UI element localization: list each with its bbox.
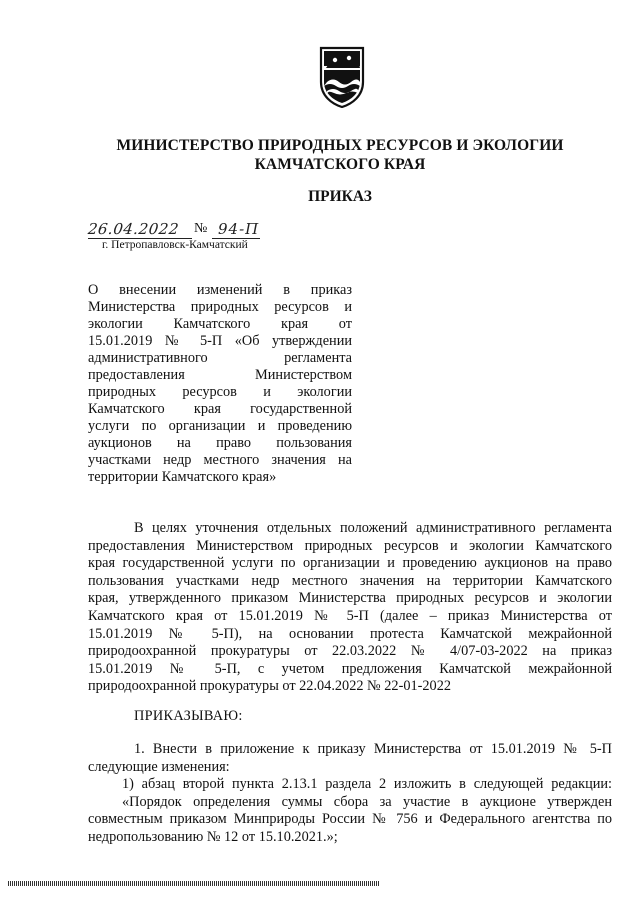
ministry-name (60, 136, 620, 174)
subject-line: аукционов на право пользования (88, 435, 352, 451)
order-directive: ПРИКАЗЫВАЮ: (134, 708, 243, 724)
item-line: 1. Внести в приложение к приказу Министерства от 15.01.2019 № 5-П (134, 741, 612, 757)
item-line: недропользованию № 12 от 15.10.2021.»; (88, 828, 338, 845)
subject-line: территории Камчатского края» (88, 469, 277, 485)
number-sign: № (194, 221, 208, 236)
item-line: «Порядок определения суммы сбора за участие в аукционе утвержден (122, 793, 612, 810)
subject-line: экологии Камчатского края от (88, 316, 352, 332)
preamble-line: В целях уточнения отдельных положений административного регламента (134, 520, 612, 536)
scan-barcode-strip (8, 881, 380, 886)
subject-line: 15.01.2019 № 5-П «Об утверждении (88, 333, 352, 349)
subject-line: предоставления Министерством (88, 367, 352, 383)
order-items (88, 741, 612, 847)
ministry-line-2: КАМЧАТСКОГО КРАЯ (254, 156, 426, 173)
preamble-line: предоставления Министерством природных ресурсов и экологии Камчатского (88, 537, 612, 554)
subject-line: участками недр местного значения на (88, 452, 352, 468)
preamble-paragraph (88, 520, 612, 696)
preamble-line: края, утвержденного приказом Министерства природных ресурсов и экологии (88, 590, 612, 607)
subject-line: природных ресурсов и экологии (88, 384, 352, 400)
subject-line: О внесении изменений в приказ (88, 282, 352, 298)
kamchatka-coat-of-arms-icon (318, 46, 366, 108)
document-type: ПРИКАЗ (308, 188, 372, 205)
item-line: 1) абзац второй пункта 2.13.1 раздела 2 изложить в следующей редакции: (122, 776, 612, 793)
order-subject (88, 282, 352, 486)
handwritten-number: 94-П (218, 220, 260, 238)
subject-line: услуги по организации и проведению (88, 418, 352, 434)
document-meta (88, 220, 348, 260)
city: г. Петропавловск-Камчатский (102, 239, 248, 251)
preamble-line: края государственной услуги по организации и проведению аукционов на право (88, 555, 612, 572)
ministry-line-1: МИНИСТЕРСТВО ПРИРОДНЫХ РЕСУРСОВ И ЭКОЛОГИИ (116, 137, 564, 154)
preamble-line: природоохранной прокуратуры от 22.04.2022 № 22-01-2022 (88, 678, 451, 695)
preamble-line: пользования участками недр местного значения на территории Камчатского (88, 572, 612, 589)
preamble-line: природоохранной прокуратуры от 22.03.2022 № 4/07-03-2022 на приказ (88, 643, 612, 660)
item-line: совместным приказом Минприроды России № 756 и Федерального агентства по (88, 811, 612, 828)
handwritten-date: 26.04.2022 (87, 220, 180, 238)
subject-line: Камчатского края государственной (88, 401, 352, 417)
subject-line: административного регламента (88, 350, 352, 366)
preamble-line: 15.01.2019 № 5-П), на основании протеста Камчатской межрайонной (88, 625, 612, 642)
preamble-line: 15.01.2019 № 5-П, с учетом предложения Камчатской межрайонной (88, 660, 612, 677)
preamble-line: Камчатского края от 15.01.2019 № 5-П (далее – приказ Министерства от (88, 607, 612, 624)
item-line: следующие изменения: (88, 758, 230, 775)
subject-line: Министерства природных ресурсов и (88, 299, 352, 315)
